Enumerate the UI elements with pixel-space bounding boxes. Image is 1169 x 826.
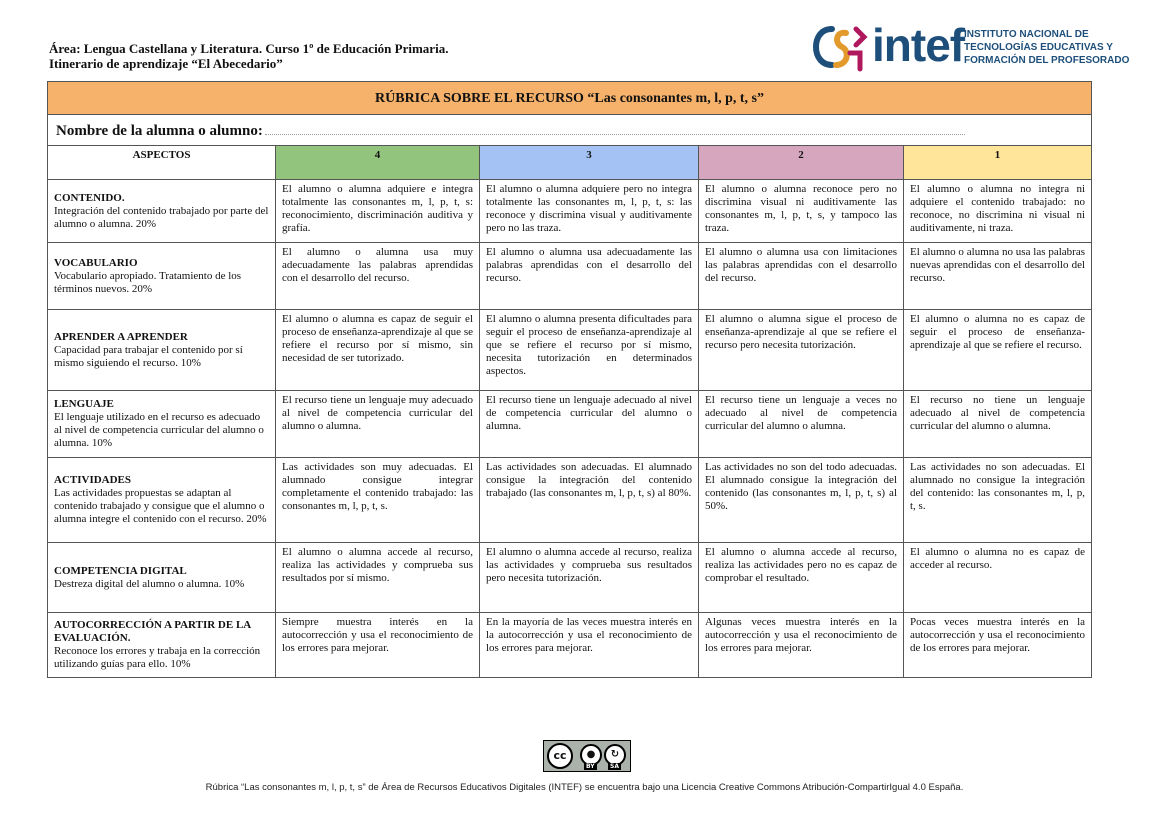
level-3-descriptor: El recurso tiene un lenguaje adecuado al nivel de competencia curricular del alumno o alumna. (480, 391, 699, 458)
level-2-descriptor: El alumno o alumna accede al recurso, realiza las actividades pero no es capaz de comprobar el resultado. (699, 543, 904, 613)
level-1-descriptor: El recurso no tiene un lenguaje adecuado al nivel de competencia curricular del alumno o alumna. (904, 391, 1092, 458)
level-4-descriptor: El alumno o alumna es capaz de seguir el proceso de enseñanza-aprendizaje al que se refiere el recurso por sí mismo, sin necesidad de ser tutorizado. (276, 310, 480, 391)
level-3-descriptor: El alumno o alumna accede al recurso, realiza las actividades y comprueba sus resultados pero necesita tutorización. (480, 543, 699, 613)
level-1-descriptor: El alumno o alumna no integra ni adquiere el contenido trabajado: no reconoce, no discrimina ni visual ni auditivamente, ni traza. (904, 180, 1092, 243)
header-itinerary-line: Itinerario de aprendizaje “El Abecedario” (49, 56, 283, 71)
level-4-descriptor: El recurso tiene un lenguaje muy adecuado al nivel de competencia curricular del alumno o alumna. (276, 391, 480, 458)
level-1-descriptor: Pocas veces muestra interés en la autocorrección y usa el reconocimiento de los errores para mejorar. (904, 613, 1092, 678)
attribution-icon: ● (580, 744, 602, 766)
header-area-line: Área: Lengua Castellana y Literatura. Curso 1º de Educación Primaria. (49, 41, 449, 56)
license-footer: Rúbrica “Las consonantes m, l, p, t, s” de Área de Recursos Educativos Digitales (INTEF) se encuentra bajo una Licencia Creative Commons Atribución-CompartirIgual 4.0 España. (205, 782, 964, 793)
aspect-title: COMPETENCIA DIGITAL (54, 564, 187, 577)
aspects-header: ASPECTOS (48, 146, 276, 180)
aspect-description: Reconoce los errores y trabaja en la corrección utilizando guías para ello. 10% (54, 645, 261, 670)
level-3-descriptor: El alumno o alumna adquiere pero no integra totalmente las consonantes m, l, p, t, s: las reconoce y discrimina visual y auditivamente pero no las traza. (480, 180, 699, 243)
level-2-descriptor: El alumno o alumna reconoce pero no discrimina visual ni auditivamente las consonantes m, l, p, t, s, y tampoco las traza. (699, 180, 904, 243)
aspect-title: ACTIVIDADES (54, 474, 132, 486)
level-2-descriptor: Las actividades no son del todo adecuadas. El alumnado consigue la integración del contenido (las consonantes m, l, p, t, s) al 50%. (699, 458, 904, 543)
logo-wordmark: intef (872, 19, 965, 71)
logo-institution-text (964, 28, 1129, 67)
level-3-descriptor: El alumno o alumna presenta dificultades para seguir el proceso de enseñanza-aprendizaje al que se refiere el recurso por sí mismo, necesita tutorización en determinados aspectos. (480, 310, 699, 391)
aspect-title: LENGUAJE (54, 398, 114, 410)
aspect-cell (48, 613, 276, 678)
level-1-descriptor: Las actividades no son adecuadas. El alumnado no consigue la integración del contenido: las consonantes m, l, p, t, s. (904, 458, 1092, 543)
rubric-row (48, 391, 1092, 458)
logo-line: TECNOLOGÍAS EDUCATIVAS Y (964, 42, 1113, 53)
level-3-descriptor: En la mayoría de las veces muestra interés en la autocorrección y usa el reconocimiento de los errores para mejorar. (480, 613, 699, 678)
aspect-title: AUTOCORRECCIÓN A PARTIR DE LA EVALUACIÓN. (54, 619, 251, 644)
level-1-descriptor: El alumno o alumna no es capaz de acceder al recurso. (904, 543, 1092, 613)
level-4-header: 4 (276, 146, 480, 180)
aspect-description: Las actividades propuestas se adaptan al contenido trabajado y consigue que el alumno o alumna integre el contenido con el recurso. 20% (54, 487, 267, 525)
rubric-row (48, 180, 1092, 243)
aspect-cell (48, 458, 276, 543)
aspect-cell (48, 180, 276, 243)
aspect-description: Destreza digital del alumno o alumna. 10% (54, 577, 245, 590)
aspect-description: El lenguaje utilizado en el recurso es adecuado al nivel de competencia curricular del alumno o alumna. 10% (54, 411, 264, 449)
level-4-descriptor: Las actividades son muy adecuadas. El alumnado consigue integrar completamente el contenido trabajado: las consonantes m, l, p, t, s. (276, 458, 480, 543)
cc-icon: cc (547, 743, 573, 769)
aspect-title: VOCABULARIO (54, 256, 138, 269)
aspect-title: APRENDER A APRENDER (54, 330, 188, 343)
document-header (49, 41, 448, 71)
student-name-field[interactable] (265, 122, 965, 135)
level-1-header: 1 (904, 146, 1092, 180)
aspect-cell (48, 243, 276, 310)
rubric-table (47, 81, 1092, 678)
sa-label: SA (610, 763, 619, 770)
aspect-description: Capacidad para trabajar el contenido por sí mismo siguiendo el recurso. 10% (54, 343, 243, 369)
aspect-cell (48, 543, 276, 613)
aspect-description: Vocabulario apropiado. Tratamiento de los términos nuevos. 20% (54, 269, 242, 295)
level-4-descriptor: El alumno o alumna accede al recurso, realiza las actividades y comprueba sus resultados por sí mismo. (276, 543, 480, 613)
share-alike-icon: ↻ (604, 744, 626, 766)
student-name-label: Nombre de la alumna o alumno: (56, 123, 263, 139)
level-1-descriptor: El alumno o alumna no usa las palabras nuevas aprendidas con el desarrollo del recurso. (904, 243, 1092, 310)
level-2-descriptor: El recurso tiene un lenguaje a veces no adecuado al nivel de competencia curricular del alumno o alumna. (699, 391, 904, 458)
level-2-descriptor: El alumno o alumna usa con limitaciones las palabras aprendidas con el desarrollo del recurso. (699, 243, 904, 310)
student-name-row (48, 115, 1092, 146)
level-3-descriptor: El alumno o alumna usa adecuadamente las palabras aprendidas con el desarrollo del recurso. (480, 243, 699, 310)
level-1-descriptor: El alumno o alumna no es capaz de seguir el proceso de enseñanza-aprendizaje al que se refiere el recurso. (904, 310, 1092, 391)
level-3-descriptor: Las actividades son adecuadas. El alumnado consigue la integración del contenido trabajado (las consonantes m, l, p, t, s) al 80%. (480, 458, 699, 543)
level-2-descriptor: El alumno o alumna sigue el proceso de enseñanza-aprendizaje al que se refiere el recurso pero necesita tutorización. (699, 310, 904, 391)
level-2-descriptor: Algunas veces muestra interés en la autocorrección y usa el reconocimiento de los errores para mejorar. (699, 613, 904, 678)
table-header-row (48, 146, 1092, 180)
by-label: BY (586, 763, 595, 770)
level-4-descriptor: El alumno o alumna adquiere e integra totalmente las consonantes m, l, p, t, s: reconocimiento, discriminación auditiva y grafía. (276, 180, 480, 243)
aspect-cell (48, 310, 276, 391)
aspect-description: Integración del contenido trabajado por parte del alumno o alumna. 20% (54, 204, 269, 230)
rubric-row (48, 310, 1092, 391)
rubric-row (48, 243, 1092, 310)
logo-line: FORMACIÓN DEL PROFESORADO (964, 55, 1130, 66)
aspect-cell (48, 391, 276, 458)
rubric-row (48, 543, 1092, 613)
level-2-header: 2 (699, 146, 904, 180)
aspect-title: CONTENIDO. (54, 191, 125, 204)
intef-logo-mark-icon (812, 23, 868, 75)
logo-line: INSTITUTO NACIONAL DE (964, 29, 1089, 40)
rubric-row (48, 613, 1092, 678)
level-4-descriptor: Siempre muestra interés en la autocorrección y usa el reconocimiento de los errores para mejorar. (276, 613, 480, 678)
rubric-row (48, 458, 1092, 543)
level-3-header: 3 (480, 146, 699, 180)
level-4-descriptor: El alumno o alumna usa muy adecuadamente las palabras aprendidas con el desarrollo del recurso. (276, 243, 480, 310)
rubric-title: RÚBRICA SOBRE EL RECURSO “Las consonantes m, l, p, t, s” (48, 82, 1092, 115)
creative-commons-badge (543, 740, 631, 772)
intef-logo (812, 19, 1130, 75)
